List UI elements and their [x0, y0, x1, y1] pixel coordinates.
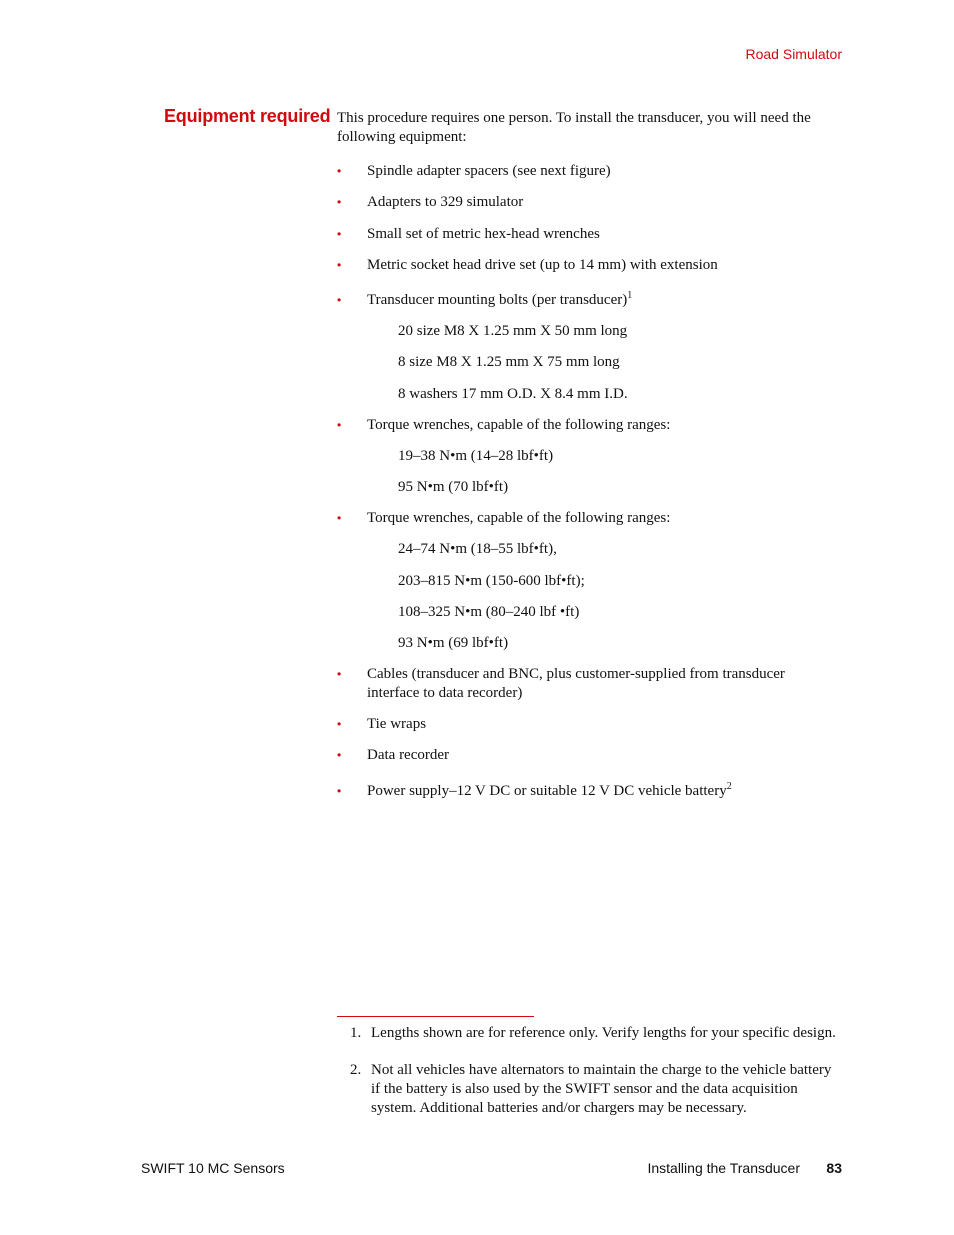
bullet-icon: •: [337, 748, 342, 762]
list-item-text: Torque wrenches, capable of the following ranges:: [367, 417, 671, 433]
intro-paragraph: This procedure requires one person. To install the transducer, you will need the following equipment:: [337, 110, 811, 145]
footnote-ref: 1: [627, 290, 633, 301]
running-header: Road Simulator: [745, 46, 842, 62]
list-item-text: Torque wrenches, capable of the following ranges:: [367, 510, 671, 526]
footnote-number: 1.: [350, 1025, 362, 1041]
sub-item: 19–38 N•m (14–28 lbf•ft): [398, 448, 554, 464]
footnote-ref: 2: [726, 781, 732, 792]
list-item-text: [367, 782, 837, 801]
bullet-icon: •: [337, 667, 342, 681]
bullet-icon: •: [337, 511, 342, 525]
list-item-text: Metric socket head drive set (up to 14 mm) with extension: [367, 257, 718, 273]
bullet-icon: •: [337, 717, 342, 731]
bullet-icon: •: [337, 293, 342, 307]
bullet-icon: •: [337, 227, 342, 241]
footnote-number: 2.: [350, 1062, 362, 1078]
bullet-icon: •: [337, 784, 342, 798]
bullet-icon: •: [337, 258, 342, 272]
footnote-text: Lengths shown are for reference only. Verify lengths for your specific design.: [371, 1025, 836, 1041]
footnote-divider: [337, 1016, 534, 1017]
sub-item: 203–815 N•m (150-600 lbf•ft);: [398, 573, 585, 589]
list-item-label: Power supply–12 V DC or suitable 12 V DC vehicle battery: [367, 783, 727, 799]
list-item-text: [367, 291, 837, 310]
page-number: 83: [826, 1160, 842, 1176]
list-item-text: Cables (transducer and BNC, plus customer-supplied from transducer interface to data recorder): [367, 666, 785, 701]
list-item-text: Small set of metric hex-head wrenches: [367, 226, 600, 242]
bullet-icon: •: [337, 164, 342, 178]
footer-doc-title: SWIFT 10 MC Sensors: [141, 1160, 285, 1176]
footnote-text: Not all vehicles have alternators to maintain the charge to the vehicle battery if the battery is also used by the SWIFT sensor and the data acquisition system. Additional batteries and/or chargers may be necessary.: [371, 1062, 832, 1116]
list-item-text: Tie wraps: [367, 716, 427, 732]
footer-chapter: Installing the Transducer: [647, 1160, 800, 1176]
sub-item: 24–74 N•m (18–55 lbf•ft),: [398, 541, 557, 557]
sub-item: 93 N•m (69 lbf•ft): [398, 635, 509, 651]
sub-item: 8 size M8 X 1.25 mm X 75 mm long: [398, 354, 620, 370]
bullet-icon: •: [337, 195, 342, 209]
section-heading: Equipment required: [164, 106, 331, 126]
sub-item: 8 washers 17 mm O.D. X 8.4 mm I.D.: [398, 386, 628, 402]
sub-item: 95 N•m (70 lbf•ft): [398, 479, 509, 495]
sub-item: 108–325 N•m (80–240 lbf •ft): [398, 604, 580, 620]
list-item-text: Data recorder: [367, 747, 450, 763]
list-item-text: Spindle adapter spacers (see next figure): [367, 163, 611, 179]
list-item-text: Adapters to 329 simulator: [367, 194, 524, 210]
sub-item: 20 size M8 X 1.25 mm X 50 mm long: [398, 323, 628, 339]
list-item-label: Transducer mounting bolts (per transducer): [367, 292, 628, 308]
bullet-icon: •: [337, 418, 342, 432]
